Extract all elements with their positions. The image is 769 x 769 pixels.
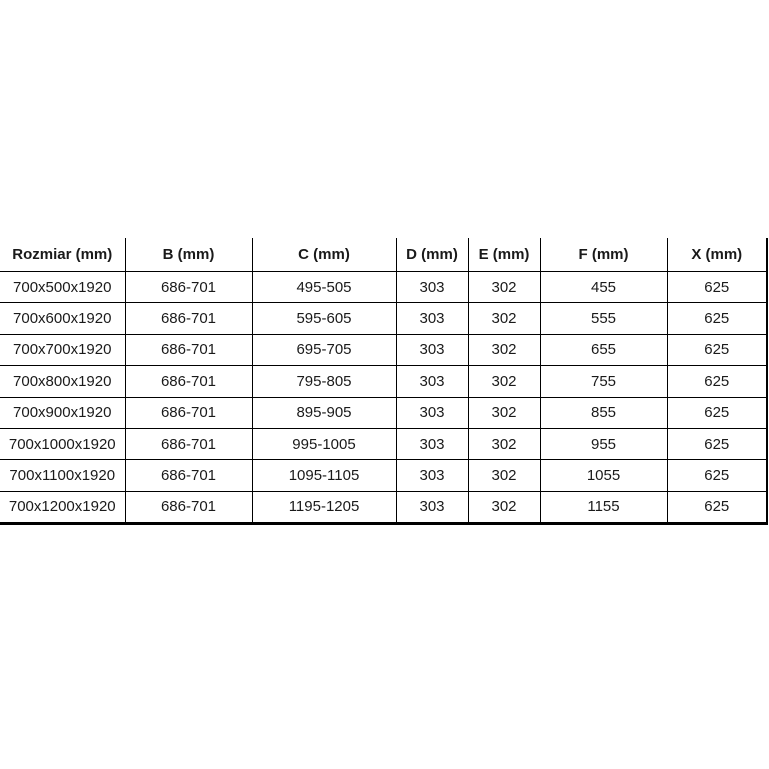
table-cell: 303	[396, 460, 468, 491]
column-header: D (mm)	[396, 238, 468, 272]
table-cell: 303	[396, 428, 468, 459]
table-row	[0, 428, 767, 459]
table-header	[0, 238, 767, 272]
table-cell: 855	[540, 397, 667, 428]
table-cell: 686-701	[125, 460, 252, 491]
column-header: B (mm)	[125, 238, 252, 272]
table-cell: 700x500x1920	[13, 278, 112, 296]
table-cell: 700x800x1920	[0, 366, 125, 397]
table-cell: 686-701	[125, 334, 252, 365]
table-cell: 686-701	[125, 303, 252, 334]
table-cell: 625	[667, 334, 767, 365]
table-row	[0, 334, 767, 365]
table-row	[0, 460, 767, 491]
table-cell: 302	[468, 334, 540, 365]
table-cell: 302	[468, 272, 540, 303]
table-row	[0, 397, 767, 428]
table-cell: 303	[396, 272, 468, 303]
table-cell: 686-701	[125, 397, 252, 428]
table-row	[0, 366, 767, 397]
column-header: X (mm)	[667, 238, 767, 272]
table-cell: 625	[667, 460, 767, 491]
table-cell: 795-805	[252, 366, 396, 397]
table-cell: 1095-1105	[252, 460, 396, 491]
table-cell: 625	[667, 303, 767, 334]
table-row	[0, 491, 767, 523]
column-header: F (mm)	[540, 238, 667, 272]
table-cell: 700x1200x1920	[0, 491, 125, 523]
table-cell: 686-701	[125, 366, 252, 397]
table-cell: 302	[468, 428, 540, 459]
table-cell: 955	[540, 428, 667, 459]
table-cell: 555	[540, 303, 667, 334]
table-cell: 700x600x1920	[0, 303, 125, 334]
table-cell: 303	[396, 334, 468, 365]
column-header: Rozmiar (mm)	[0, 238, 125, 272]
table-body	[0, 272, 767, 524]
table-cell: 625	[667, 366, 767, 397]
table-cell: 655	[540, 334, 667, 365]
header-row	[0, 238, 767, 272]
table-cell: 302	[468, 460, 540, 491]
dimensions-table-container	[0, 238, 768, 525]
table-cell: 302	[468, 491, 540, 523]
table-cell: 595-605	[252, 303, 396, 334]
table-cell: 303	[396, 491, 468, 523]
table-cell: 695-705	[252, 334, 396, 365]
table-cell: 700x1100x1920	[0, 460, 125, 491]
table-row	[0, 303, 767, 334]
table-cell: 303	[396, 366, 468, 397]
table-cell: 1055	[540, 460, 667, 491]
table-cell: 303	[396, 303, 468, 334]
column-header: C (mm)	[252, 238, 396, 272]
table-cell: 686-701	[125, 491, 252, 523]
table-cell: 700x900x1920	[0, 397, 125, 428]
table-cell: 700x1000x1920	[0, 428, 125, 459]
table-cell: 625	[667, 397, 767, 428]
column-header: E (mm)	[468, 238, 540, 272]
table-cell: 625	[667, 428, 767, 459]
table-cell: 700x700x1920	[0, 334, 125, 365]
table-cell: 302	[468, 397, 540, 428]
table-cell: 755	[540, 366, 667, 397]
table-cell: 495-505	[252, 272, 396, 303]
table-cell: 895-905	[252, 397, 396, 428]
table-row	[0, 272, 767, 303]
table-cell: 686-701	[125, 272, 252, 303]
table-cell: 302	[468, 366, 540, 397]
dimensions-table	[0, 238, 768, 525]
table-cell: 302	[468, 303, 540, 334]
table-cell: 1155	[540, 491, 667, 523]
table-cell: 686-701	[125, 428, 252, 459]
table-cell: 995-1005	[252, 428, 396, 459]
table-cell: 455	[540, 272, 667, 303]
table-cell: 625	[667, 491, 767, 523]
table-cell: 1195-1205	[252, 491, 396, 523]
table-cell: 303	[396, 397, 468, 428]
table-cell: 625	[667, 272, 767, 303]
